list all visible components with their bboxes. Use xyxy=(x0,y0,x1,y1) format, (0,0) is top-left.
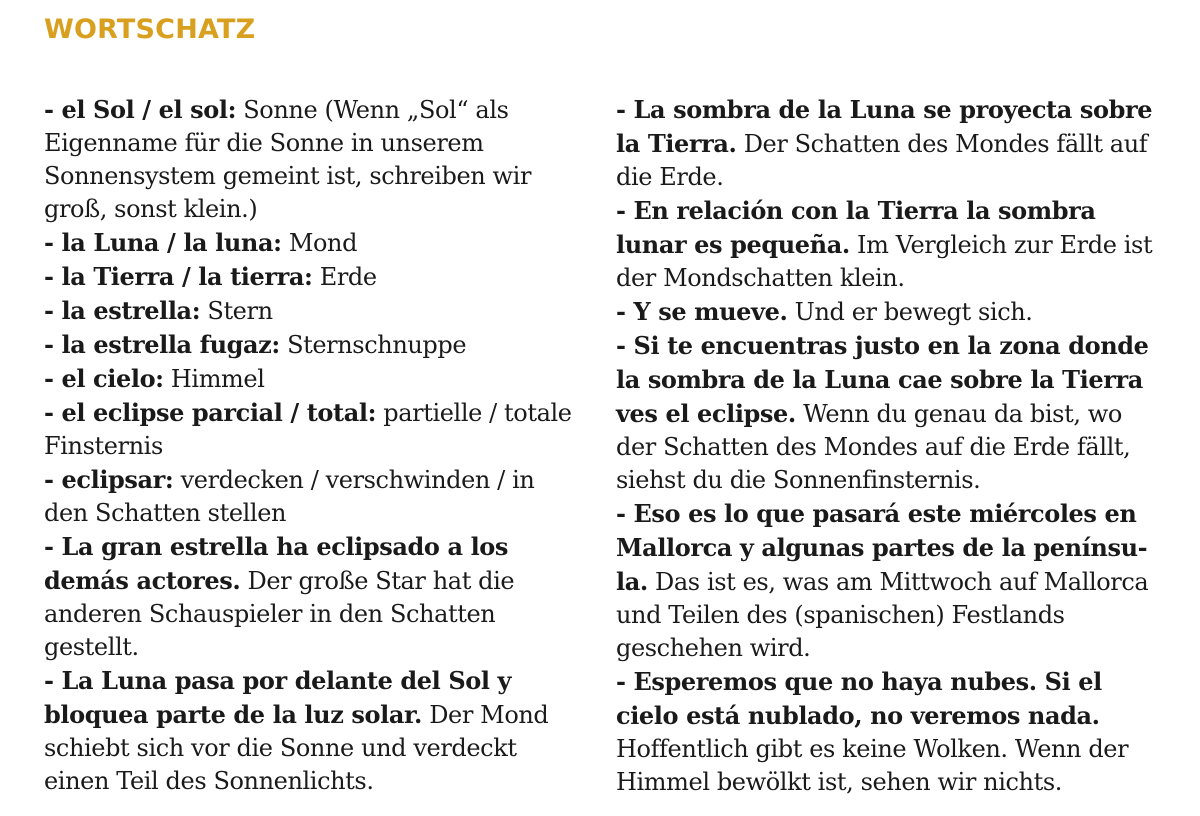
vocab-entry xyxy=(44,396,584,463)
vocab-term: - el Sol / el sol: xyxy=(44,95,237,124)
vocab-term: - La sombra de la Luna se proyecta sobre la Tierra. xyxy=(616,95,1153,158)
vocab-translation: verdecken / verschwinden / in den Schatten stellen xyxy=(44,466,535,527)
vocab-translation: partielle / totale Finsternis xyxy=(44,399,572,460)
vocab-entry xyxy=(44,93,584,226)
page-title: WORTSCHATZ xyxy=(44,14,256,45)
vocab-term: - Si te encuentras justo en la zona donde la sombra de la Luna cae sobre la Tierra ves el eclipse. xyxy=(616,331,1149,428)
vocab-entry xyxy=(44,226,584,260)
vocab-term: - la Tierra / la tierra: xyxy=(44,262,313,291)
vocab-entry xyxy=(616,93,1168,194)
vocab-entry xyxy=(616,665,1168,799)
vocab-entry xyxy=(44,530,584,664)
vocab-translation: Der Mond schiebt sich vor die Sonne und verdeckt einen Teil des Sonnenlichts. xyxy=(44,701,549,795)
vocab-term: - Eso es lo que pasará este miércoles en Mallorca y algunas partes de la penínsu-la. xyxy=(616,499,1148,596)
left-column xyxy=(44,93,584,798)
vocab-translation: Himmel xyxy=(163,365,265,393)
vocab-term: - el eclipse parcial / total: xyxy=(44,398,377,427)
vocab-term: - la Luna / la luna: xyxy=(44,228,282,257)
right-column xyxy=(616,93,1168,799)
vocab-translation: Hoffentlich gibt es keine Wolken. Wenn der Himmel bewölkt ist, sehen wir nichts. xyxy=(616,735,1129,796)
vocab-entry xyxy=(616,194,1168,295)
vocab-translation: Erde xyxy=(312,263,377,291)
vocab-term: - Esperemos que no haya nubes. Si el cielo está nublado, no veremos nada. xyxy=(616,667,1102,730)
vocab-entry xyxy=(44,362,584,396)
vocab-term: - el cielo: xyxy=(44,364,164,393)
vocab-term: - En relación con la Tierra la sombra lunar es pequeña. xyxy=(616,196,1096,259)
vocab-translation: Das ist es, was am Mittwoch auf Mallorca und Teilen des (spanischen) Festlands geschehen wird. xyxy=(616,568,1149,662)
vocab-translation: Im Vergleich zur Erde ist der Mondschatten klein. xyxy=(616,231,1153,292)
vocab-entry xyxy=(44,664,584,798)
vocab-term: - eclipsar: xyxy=(44,465,174,494)
vocab-entry xyxy=(44,260,584,294)
vocab-term: - La Luna pasa por delante del Sol y bloquea parte de la luz solar. xyxy=(44,666,512,729)
vocab-entry xyxy=(616,497,1168,665)
vocab-translation: Und er bewegt sich. xyxy=(787,298,1033,326)
vocab-entry xyxy=(616,329,1168,497)
vocab-term: - la estrella fugaz: xyxy=(44,330,280,359)
vocab-term: - La gran estrella ha eclipsado a los demás actores. xyxy=(44,532,509,595)
vocab-translation: Mond xyxy=(281,229,358,257)
vocab-translation: Der große Star hat die anderen Schauspieler in den Schatten gestellt. xyxy=(44,567,515,661)
vocab-entry xyxy=(44,294,584,328)
vocab-translation: Stern xyxy=(200,297,273,325)
vocab-entry xyxy=(44,328,584,362)
vocab-term: - Y se mueve. xyxy=(616,297,788,326)
vocab-translation: Sonne (Wenn „Sol“ als Eigenname für die Sonne in unserem Sonnensystem gemeint ist, schreiben wir groß, sonst klein.) xyxy=(44,96,532,223)
vocab-entry xyxy=(616,295,1168,329)
vocab-term: - la estrella: xyxy=(44,296,201,325)
vocab-entry xyxy=(44,463,584,530)
vocab-translation: Wenn du genau da bist, wo der Schatten des Mondes auf die Erde fällt, siehst du die Sonnenfinsternis. xyxy=(616,400,1131,494)
vocab-translation: Der Schatten des Mondes fällt auf die Erde. xyxy=(616,130,1148,191)
vocab-translation: Sternschnuppe xyxy=(279,331,467,359)
